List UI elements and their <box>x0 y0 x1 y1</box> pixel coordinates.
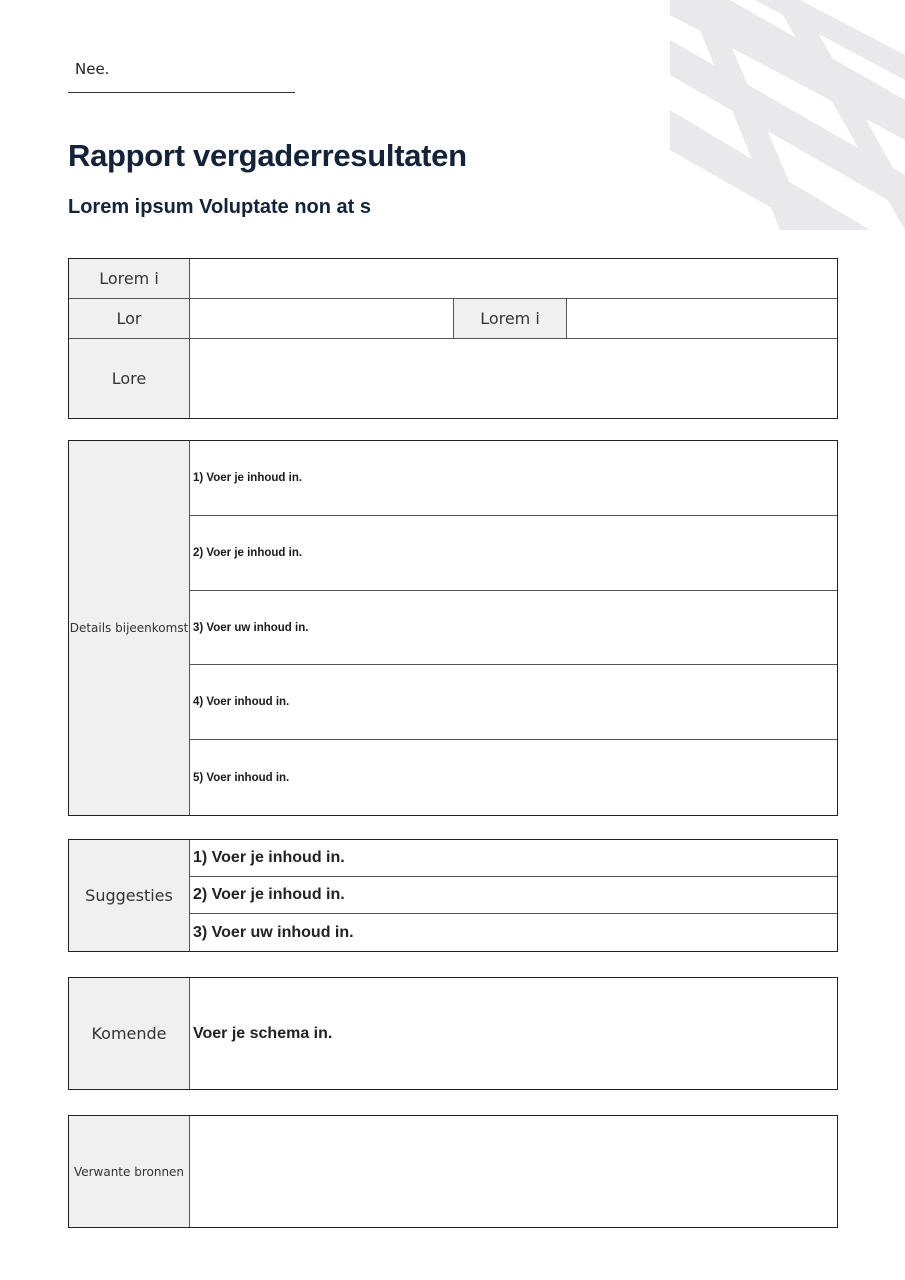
details-item[interactable]: 3) Voer uw inhoud in. <box>190 591 838 665</box>
related-resources-table <box>68 1115 838 1228</box>
info-row3-label: Lore <box>69 339 190 419</box>
document-number-field[interactable] <box>68 60 295 93</box>
suggestions-table <box>68 839 838 952</box>
upcoming-table <box>68 977 838 1090</box>
info-row2-label: Lor <box>69 299 190 339</box>
info-row2-mid-label: Lorem i <box>454 299 567 339</box>
info-row2-value[interactable] <box>190 299 454 339</box>
suggestion-item[interactable]: 3) Voer uw inhoud in. <box>190 914 838 952</box>
suggestions-label: Suggesties <box>69 840 190 952</box>
info-row1-value[interactable] <box>190 259 838 299</box>
upcoming-label: Komende <box>69 978 190 1090</box>
suggestion-item[interactable]: 1) Voer je inhoud in. <box>190 840 838 877</box>
suggestion-item[interactable]: 2) Voer je inhoud in. <box>190 877 838 914</box>
meeting-details-label: Details bijeenkomst <box>69 441 190 816</box>
related-resources-value[interactable] <box>190 1116 838 1228</box>
info-row3-value[interactable] <box>190 339 838 419</box>
details-item[interactable]: 1) Voer je inhoud in. <box>190 441 838 516</box>
details-item[interactable]: 2) Voer je inhoud in. <box>190 516 838 591</box>
info-row2-mid-value[interactable] <box>567 299 838 339</box>
upcoming-value[interactable]: Voer je schema in. <box>190 978 838 1090</box>
meeting-details-table <box>68 440 838 816</box>
decorative-grid-graphic <box>660 0 905 230</box>
info-table <box>68 258 838 419</box>
info-row1-label: Lorem i <box>69 259 190 299</box>
related-resources-label: Verwante bronnen <box>69 1116 190 1228</box>
page-subtitle: Lorem ipsum Voluptate non at s <box>68 196 371 218</box>
document-number-label: Nee. <box>75 60 110 78</box>
details-item[interactable]: 5) Voer inhoud in. <box>190 740 838 816</box>
page-title: Rapport vergaderresultaten <box>68 138 467 173</box>
details-item[interactable]: 4) Voer inhoud in. <box>190 665 838 740</box>
